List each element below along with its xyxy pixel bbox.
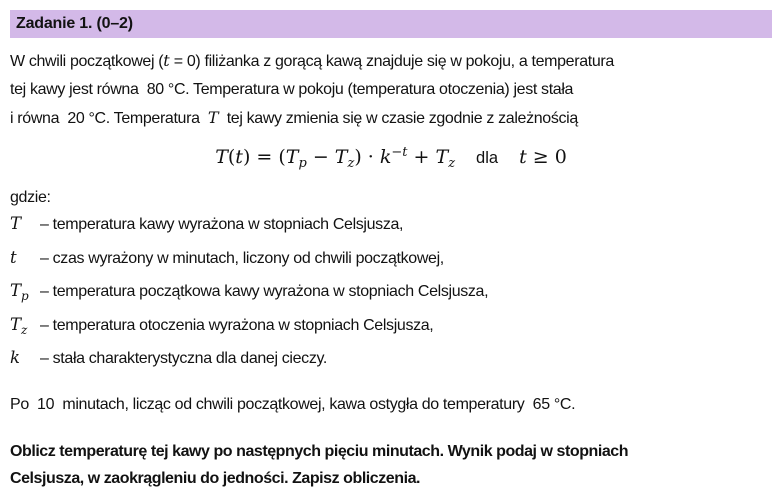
definition-symbol-base: k (10, 348, 20, 367)
definitions-list (10, 210, 772, 378)
intro-line-3-text: i równa 20 °C. Temperatura (10, 110, 208, 127)
intro-line-1-text-2: = 0) filiżanka z gorącą kawą znajduje się w pokoju, a temperatura (169, 53, 614, 70)
task-title: Zadanie 1. (0–2) (16, 15, 133, 32)
formula-sub-z2: z (448, 156, 456, 171)
definition-symbol-sub: p (21, 289, 29, 303)
formula-multiply-dot: ) · (354, 146, 380, 168)
formula-var-T: T (215, 146, 228, 168)
definition-symbol (10, 344, 40, 378)
definition-symbol (10, 311, 40, 345)
definition-text: – temperatura kawy wyrażona w stopniach Celsjusza, (40, 216, 404, 233)
task-instruction-line-1: Oblicz temperaturę tej kawy po następnych pięciu minutach. Wynik podaj w stopniach (10, 442, 629, 460)
formula-geq-zero: ≥ 0 (526, 146, 567, 168)
math-var-T: T (207, 108, 219, 127)
definition-symbol (10, 210, 40, 244)
formula-sub-z: z (347, 156, 355, 171)
formula-plus: + (407, 146, 436, 168)
cooling-statement: Po 10 minutach, licząc od chwili początkowej, kawa ostygła do temperatury 65 °C. (10, 395, 576, 413)
formula-var-Tp: T (285, 146, 299, 168)
definition-symbol (10, 244, 40, 278)
definition-symbol-sub: z (21, 322, 28, 337)
definition-row (10, 277, 772, 311)
definition-text: – stała charakterystyczna dla danej cieczy. (40, 350, 328, 367)
formula-var-k: k (379, 146, 392, 168)
formula-var-Tz: T (334, 146, 348, 168)
intro-paragraph (10, 47, 772, 133)
formula-exponent: −t (391, 145, 408, 160)
task-instruction-line-2: Celsjusza, w zaokrągleniu do jedności. Zapisz obliczenia. (10, 469, 421, 487)
math-var-t: t (163, 51, 170, 70)
definition-row (10, 210, 772, 244)
task-header-bar (10, 10, 772, 38)
definition-symbol (10, 277, 40, 311)
definition-symbol-base: T (10, 281, 22, 300)
intro-line-1-text: W chwili początkowej ( (10, 53, 164, 70)
temperature-formula (10, 138, 772, 179)
intro-line-2 (10, 76, 772, 104)
formula-minus: − (306, 146, 335, 168)
gdzie-label: gdzie: (10, 189, 51, 206)
formula-equals: ) = ( (242, 146, 286, 168)
formula-var-t2: t (519, 146, 527, 168)
definition-text: – czas wyrażony w minutach, liczony od chwili początkowej, (40, 249, 444, 267)
definition-text: – temperatura początkowa kawy wyrażona w stopniach Celsjusza, (40, 283, 489, 300)
formula-dla-word: dla (476, 149, 499, 167)
intro-line-3-text-2: tej kawy zmienia się w czasie zgodnie z zależnością (218, 110, 578, 127)
definition-row (10, 244, 772, 278)
definition-text: – temperatura otoczenia wyrażona w stopniach Celsjusza, (40, 316, 434, 334)
definition-row (10, 344, 772, 378)
intro-line-2-text: tej kawy jest równa 80 °C. Temperatura w pokoju (temperatura otoczenia) jest stała (10, 81, 574, 98)
formula-paren: ( (227, 146, 236, 168)
intro-line-3 (10, 104, 772, 133)
formula-var-Tz2: T (435, 146, 449, 168)
formula-sub-p: p (298, 156, 307, 171)
formula-var-t: t (235, 146, 243, 168)
definition-symbol-base: T (10, 314, 22, 334)
definition-row (10, 311, 772, 345)
intro-line-1 (10, 47, 772, 76)
definition-symbol-base: t (10, 247, 17, 267)
definition-symbol-base: T (10, 214, 22, 233)
task-instruction (10, 438, 772, 492)
